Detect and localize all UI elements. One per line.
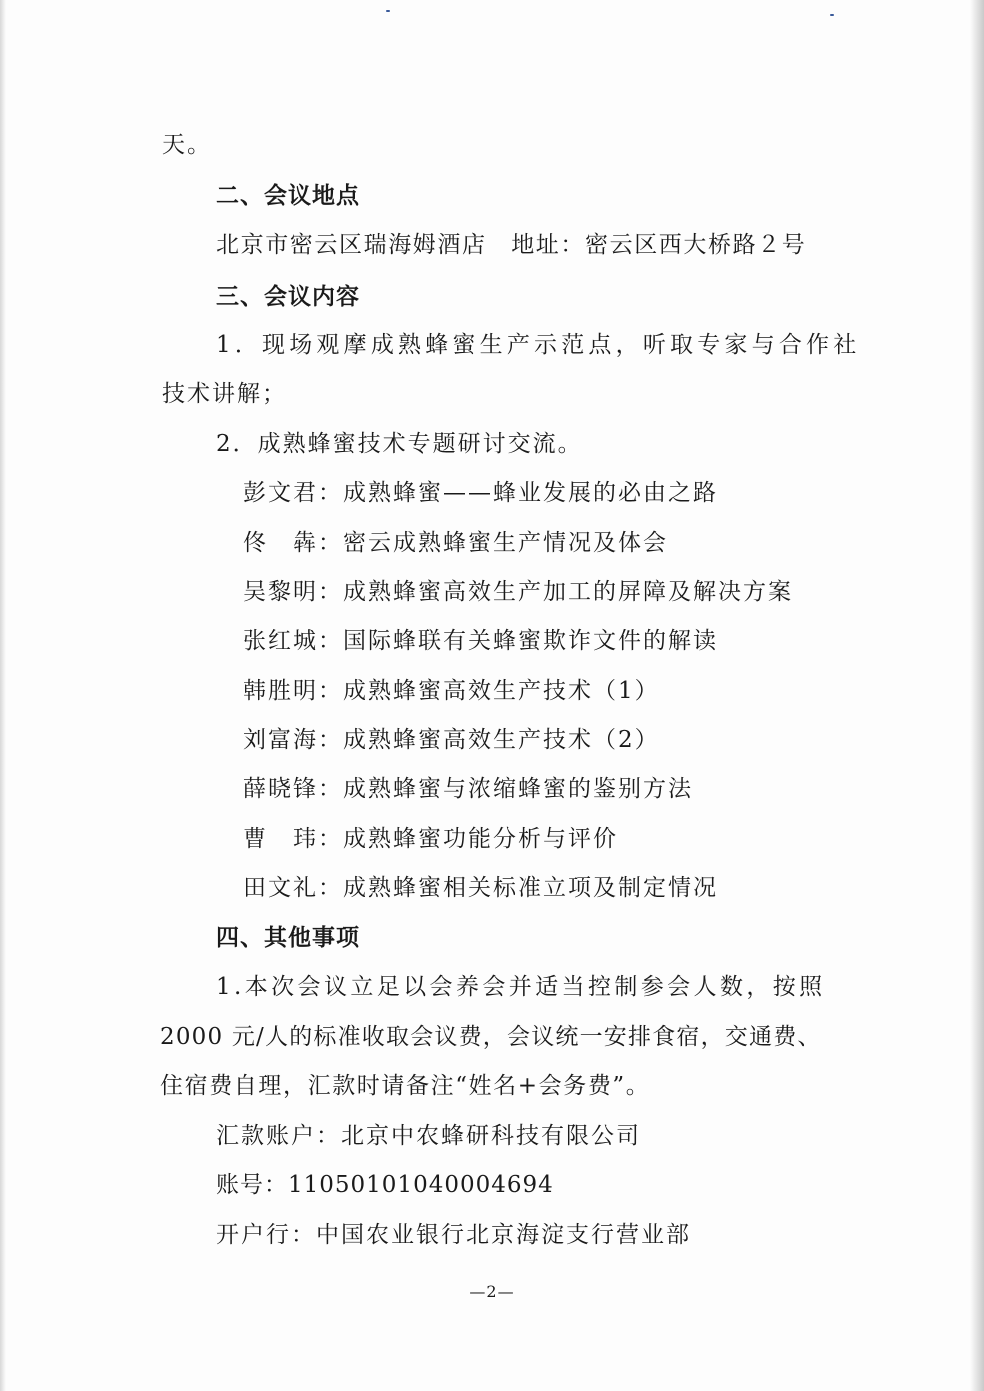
- talk-item: [243, 626, 718, 656]
- other-item-1-continued: 2000 元/人的标准收取会议费，会议统一安排食宿，交通费、: [160, 1024, 822, 1050]
- talk-topic: 成熟蜂蜜与浓缩蜂蜜的鉴别方法: [343, 776, 693, 802]
- other-item-1: 1.本次会议立足以会养会并适当控制参会人数，按照: [216, 974, 826, 1000]
- talk-speaker: 吴黎明：: [243, 579, 343, 605]
- account-name: 汇款账户：北京中农蜂研科技有限公司: [216, 1123, 641, 1149]
- talk-topic: 国际蜂联有关蜂蜜欺诈文件的解读: [343, 628, 718, 654]
- talk-item: [243, 725, 660, 755]
- talk-topic: 成熟蜂蜜高效生产技术（1）: [343, 678, 660, 704]
- content-item-2: 2．成熟蜂蜜技术专题研讨交流。: [216, 431, 583, 457]
- talk-item: [243, 478, 718, 508]
- other-item-1-continued: 住宿费自理，汇款时请备注“姓名+会务费”。: [160, 1073, 651, 1099]
- scan-speck: [830, 14, 834, 16]
- talk-item: [243, 577, 793, 607]
- scan-speck: [386, 10, 390, 12]
- meeting-location: 北京市密云区瑞海姆酒店 地址：密云区西大桥路２号: [216, 232, 807, 258]
- account-number: 账号：11050101040004694: [216, 1172, 554, 1198]
- talk-item: [243, 873, 718, 903]
- talk-speaker: 田文礼：: [243, 875, 343, 901]
- talk-speaker: 曹 玮：: [243, 826, 343, 852]
- talk-topic: 成熟蜂蜜相关标准立项及制定情况: [343, 875, 718, 901]
- talk-topic: 成熟蜂蜜高效生产技术（2）: [343, 727, 660, 753]
- talk-item: [243, 824, 618, 854]
- section-heading-other: 四、其他事项: [216, 925, 360, 951]
- talk-speaker: 韩胜明：: [243, 678, 343, 704]
- bank-branch: 开户行：中国农业银行北京海淀支行营业部: [216, 1222, 691, 1248]
- talk-speaker: 佟 犇：: [243, 530, 343, 556]
- continued-text: 天。: [162, 132, 212, 158]
- talk-speaker: 彭文君：: [243, 480, 343, 506]
- talk-topic: 密云成熟蜂蜜生产情况及体会: [343, 530, 668, 556]
- talk-topic: 成熟蜂蜜高效生产加工的屏障及解决方案: [343, 579, 793, 605]
- section-heading-content: 三、会议内容: [216, 284, 360, 310]
- scan-shadow-left: [0, 0, 6, 1391]
- talk-topic: 成熟蜂蜜——蜂业发展的必由之路: [343, 480, 718, 506]
- talk-speaker: 薛晓锋：: [243, 776, 343, 802]
- page-number: —2—: [469, 1282, 515, 1301]
- content-item-1-continued: 技术讲解；: [162, 381, 287, 407]
- talk-item: [243, 774, 693, 804]
- talk-topic: 成熟蜂蜜功能分析与评价: [343, 826, 618, 852]
- talk-item: [243, 528, 668, 558]
- content-item-1: 1．现场观摩成熟蜂蜜生产示范点，听取专家与合作社: [216, 332, 861, 358]
- scan-shadow-right: [970, 0, 984, 1391]
- talk-speaker: 刘富海：: [243, 727, 343, 753]
- section-heading-location: 二、会议地点: [216, 183, 360, 209]
- talk-item: [243, 676, 660, 706]
- talk-speaker: 张红城：: [243, 628, 343, 654]
